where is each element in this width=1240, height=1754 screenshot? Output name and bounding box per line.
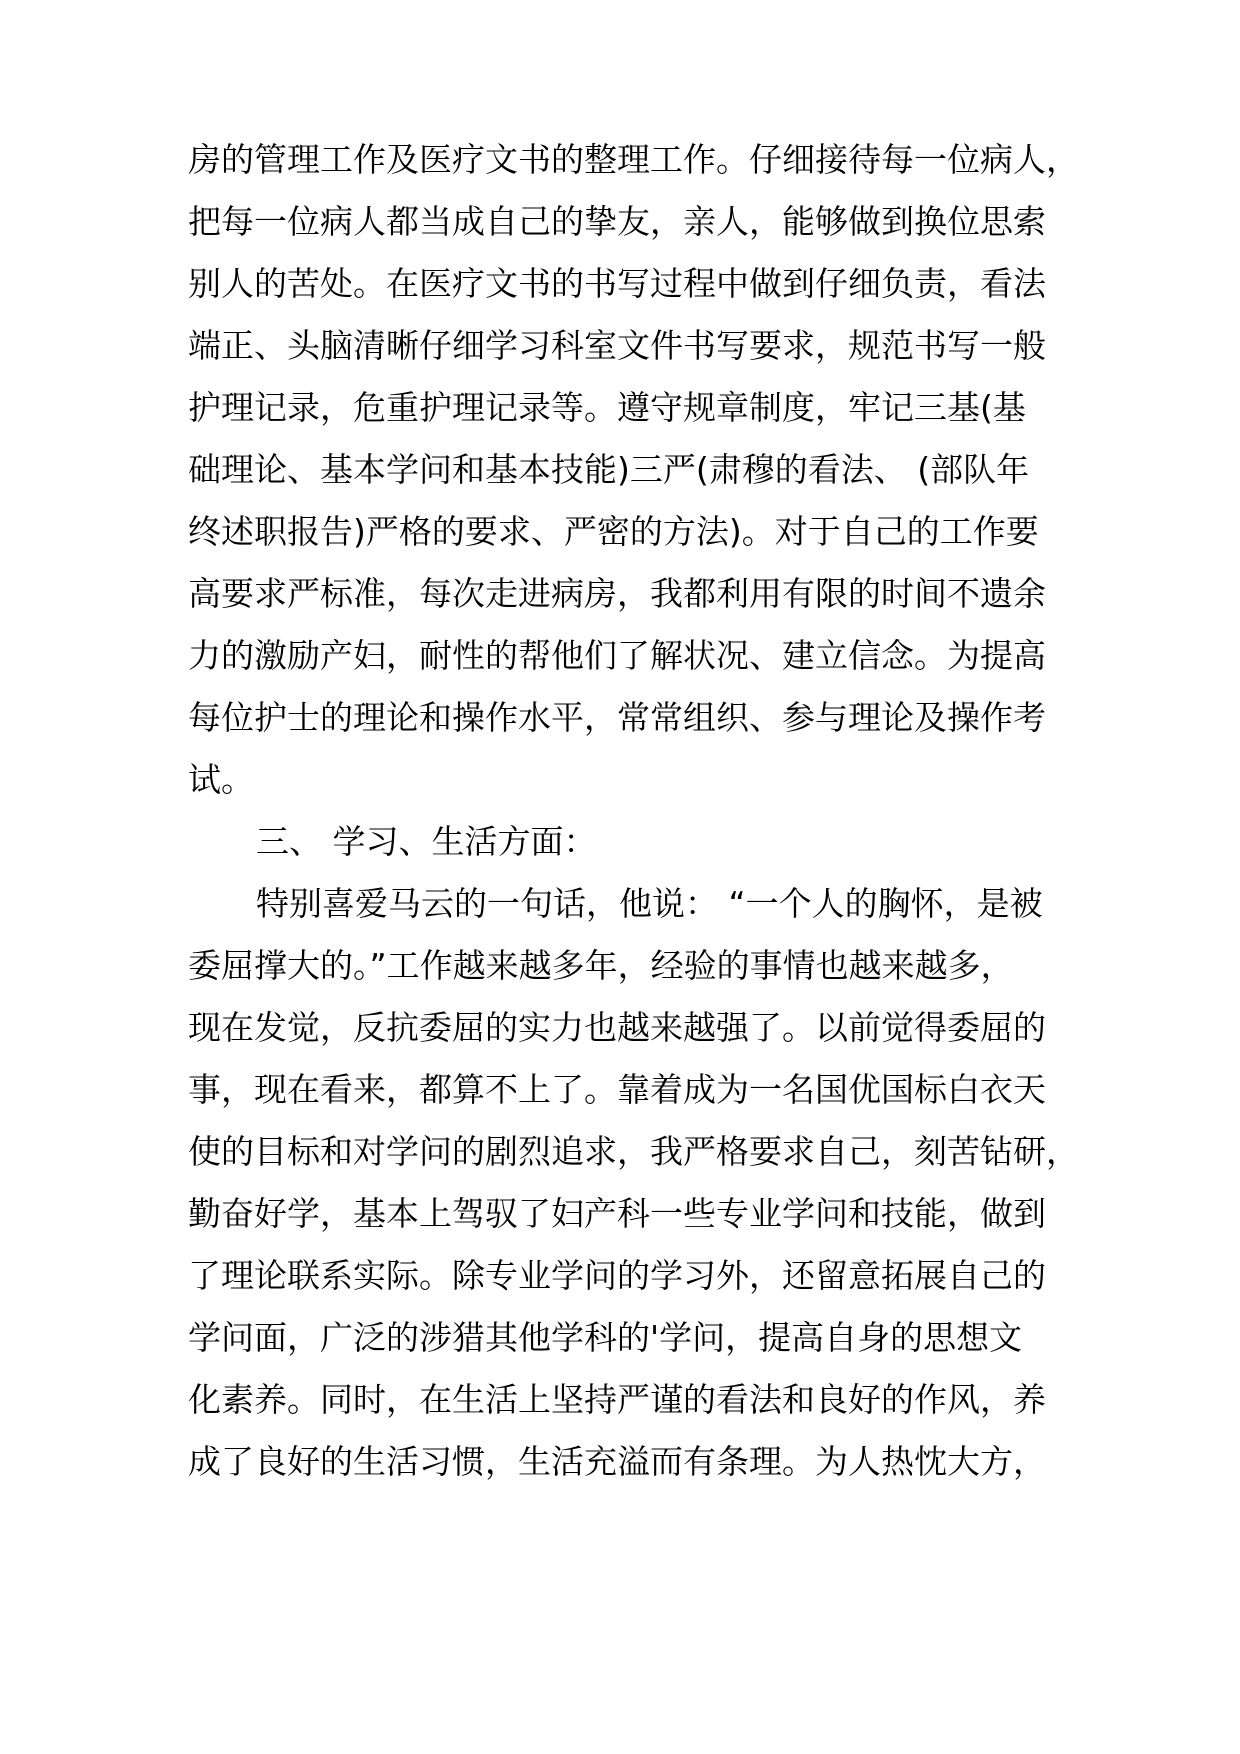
text-line: 终述职报告)严格的要求、严密的方法)。对于自己的工作要 bbox=[188, 512, 1039, 551]
text-line: 委屈撑大的。”工作越来越多年，经验的事情也越来越多， bbox=[188, 946, 1014, 985]
text-line: 端正、头脑清晰仔细学习科室文件书写要求，规范书写一般 bbox=[188, 326, 1046, 365]
text-line: 成了良好的生活习惯，生活充溢而有条理。为人热忱大方， bbox=[188, 1442, 1046, 1481]
text-line: 勤奋好学，基本上驾驭了妇产科一些专业学问和技能，做到 bbox=[188, 1194, 1046, 1233]
text-line: 每位护士的理论和操作水平，常常组织、参与理论及操作考 bbox=[188, 698, 1046, 737]
text-line: 学问面，广泛的涉猎其他学科的'学问，提高自身的思想文 bbox=[188, 1318, 1023, 1357]
text-line: 特别喜爱马云的一句话，他说： “一个人的胸怀，是被 bbox=[256, 884, 1043, 923]
text-line: 试。 bbox=[188, 760, 254, 799]
text-line: 事，现在看来，都算不上了。靠着成为一名国优国标白衣天 bbox=[188, 1070, 1046, 1109]
text-line: 础理论、基本学问和基本技能)三严(肃穆的看法、 (部队年 bbox=[188, 450, 1030, 489]
text-line: 力的激励产妇，耐性的帮他们了解状况、建立信念。为提高 bbox=[188, 636, 1046, 675]
text-line: 使的目标和对学问的剧烈追求，我严格要求自己，刻苦钻研， bbox=[188, 1132, 1079, 1171]
text-line: 别人的苦处。在医疗文书的书写过程中做到仔细负责，看法 bbox=[188, 264, 1046, 303]
text-line: 高要求严标准，每次走进病房，我都利用有限的时间不遗余 bbox=[188, 574, 1046, 613]
section-heading: 三、 学习、生活方面： bbox=[256, 822, 597, 861]
text-line: 化素养。同时，在生活上坚持严谨的看法和良好的作风，养 bbox=[188, 1380, 1046, 1419]
text-line: 了理论联系实际。除专业学问的学习外，还留意拓展自己的 bbox=[188, 1256, 1046, 1295]
text-line: 把每一位病人都当成自己的挚友，亲人，能够做到换位思索 bbox=[188, 202, 1046, 241]
text-line: 房的管理工作及医疗文书的整理工作。仔细接待每一位病人， bbox=[188, 140, 1079, 179]
text-line: 现在发觉，反抗委屈的实力也越来越强了。以前觉得委屈的 bbox=[188, 1008, 1046, 1047]
text-line: 护理记录，危重护理记录等。遵守规章制度，牢记三基(基 bbox=[188, 388, 1026, 427]
